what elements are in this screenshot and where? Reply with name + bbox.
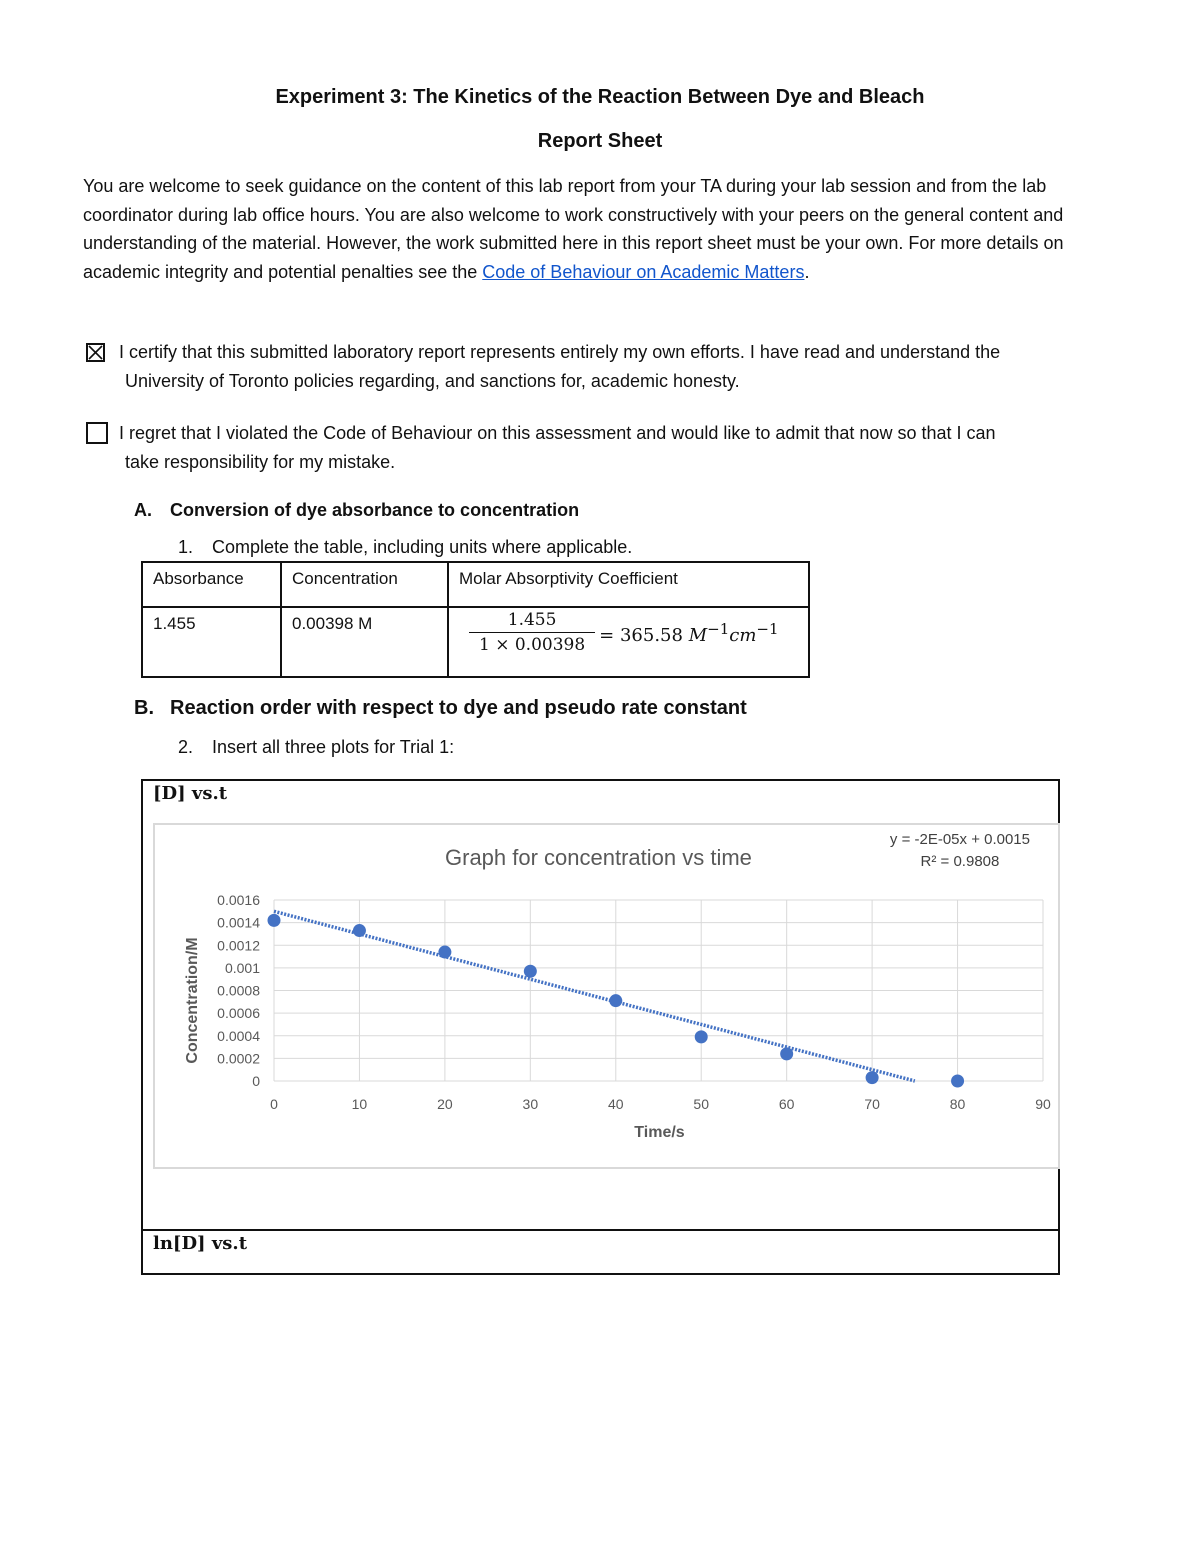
item-1 [178, 537, 632, 558]
unit-molar-exponent: −1 [707, 619, 730, 638]
regret-row [86, 419, 1126, 477]
x-tick-label: 20 [437, 1096, 453, 1112]
data-point [780, 1047, 793, 1060]
data-point [951, 1075, 964, 1088]
header-concentration: Concentration [281, 562, 448, 607]
fraction-denominator: 1 × 0.00398 [479, 635, 586, 655]
section-a-title: Conversion of dye absorbance to concentration [170, 500, 580, 520]
code-of-behaviour-link[interactable]: Code of Behaviour on Academic Matters [482, 261, 805, 282]
concentration-chart [153, 823, 1060, 1169]
section-a-letter: A. [134, 500, 152, 520]
checkbox-x-icon [88, 345, 103, 360]
chart-svg [155, 825, 1058, 1167]
x-tick-label: 80 [949, 1096, 966, 1112]
regret-checkbox[interactable] [86, 422, 108, 444]
page-subtitle: Report Sheet [537, 130, 663, 152]
plot-row-divider [143, 1229, 1058, 1231]
section-b-letter: B. [134, 697, 154, 719]
x-tick-label: 50 [693, 1096, 710, 1112]
plot-label-d-vs-t: [D] vs.t [153, 783, 228, 804]
item-2-number: 2. [178, 737, 194, 757]
data-point [524, 965, 537, 978]
cell-concentration: 0.00398 M [281, 607, 448, 677]
chart-title: Graph for concentration vs time [445, 845, 752, 870]
trendline [274, 911, 915, 1081]
data-point [438, 946, 451, 959]
x-tick-label: 60 [778, 1096, 795, 1112]
data-point [268, 914, 281, 927]
unit-molar: M [688, 624, 708, 646]
y-tick-label: 0.0012 [217, 937, 260, 954]
y-tick-label: 0.0006 [217, 1005, 260, 1022]
intro-paragraph [83, 172, 1123, 286]
x-tick-label: 10 [351, 1096, 368, 1112]
x-tick-label: 90 [1035, 1096, 1051, 1112]
x-tick-label: 40 [607, 1096, 624, 1112]
data-point [695, 1030, 708, 1043]
unit-cm-exponent: −1 [756, 619, 779, 638]
certify-checkbox[interactable] [86, 343, 105, 362]
regret-text-line1: I regret that I violated the Code of Behaviour on this assessment and would like to admit that now so that I can [119, 423, 996, 443]
certify-row [86, 338, 1126, 396]
section-b-heading [134, 697, 747, 720]
unit-cm: cm [729, 624, 757, 646]
certify-text-line2: University of Toronto policies regarding, and sanctions for, academic honesty. [125, 371, 740, 391]
x-axis-title: Time/s [634, 1124, 685, 1141]
y-tick-label: 0.0008 [217, 982, 260, 999]
trendline-equation-text: y = -2E-05x + 0.0015 [889, 831, 1030, 848]
data-point [609, 994, 622, 1007]
item-2-text: Insert all three plots for Trial 1: [212, 737, 455, 757]
section-b-title: Reaction order with respect to dye and pseudo rate constant [170, 697, 747, 719]
y-tick-label: 0.0002 [217, 1050, 260, 1067]
x-tick-label: 70 [864, 1096, 880, 1112]
cell-molar-absorptivity [448, 607, 809, 677]
item-1-text: Complete the table, including units where applicable. [212, 537, 633, 557]
certify-text-line1: I certify that this submitted laboratory report represents entirely my own efforts. I have read and understand the [119, 342, 1001, 362]
plot-label-ln-d-vs-t: ln[D] vs.t [153, 1233, 248, 1254]
header-molar-absorptivity: Molar Absorptivity Coefficient [448, 562, 809, 607]
absorptivity-fraction [469, 610, 595, 655]
fraction-numerator: 1.455 [469, 610, 595, 633]
trendline-r2: R² = 0.9808 [920, 853, 1000, 870]
data-point [353, 924, 366, 937]
x-tick-label: 0 [270, 1096, 278, 1112]
y-tick-label: 0 [252, 1073, 260, 1089]
plots-table [141, 779, 1060, 1275]
x-tick-label: 30 [522, 1096, 539, 1112]
item-1-number: 1. [178, 537, 194, 557]
y-axis-title: Concentration/M [184, 937, 201, 1064]
absorbance-table [141, 561, 810, 678]
y-tick-label: 0.001 [224, 959, 260, 976]
regret-text-line2: take responsibility for my mistake. [125, 452, 396, 472]
absorptivity-result [599, 619, 779, 646]
intro-text: You are welcome to seek guidance on the content of this lab report from your TA during your lab session and from the lab coordinator during lab office hours. You are also welcome to work constructively with your peers on the general content and understanding of the material. However, the work submitted here in this report sheet must be your own. For more details on academic integrity and potential penalties see the [83, 176, 1064, 282]
section-a-heading [134, 500, 579, 521]
page-title: Experiment 3: The Kinetics of the Reaction Between Dye and Bleach [275, 86, 925, 108]
intro-tail: . [804, 261, 810, 282]
y-tick-label: 0.0014 [217, 914, 260, 931]
item-2 [178, 737, 454, 758]
result-value: = 365.58 [599, 624, 689, 646]
data-point [866, 1071, 879, 1084]
y-tick-label: 0.0004 [217, 1027, 260, 1044]
header-absorbance: Absorbance [142, 562, 281, 607]
y-tick-label: 0.0016 [217, 892, 260, 908]
cell-absorbance: 1.455 [142, 607, 281, 677]
